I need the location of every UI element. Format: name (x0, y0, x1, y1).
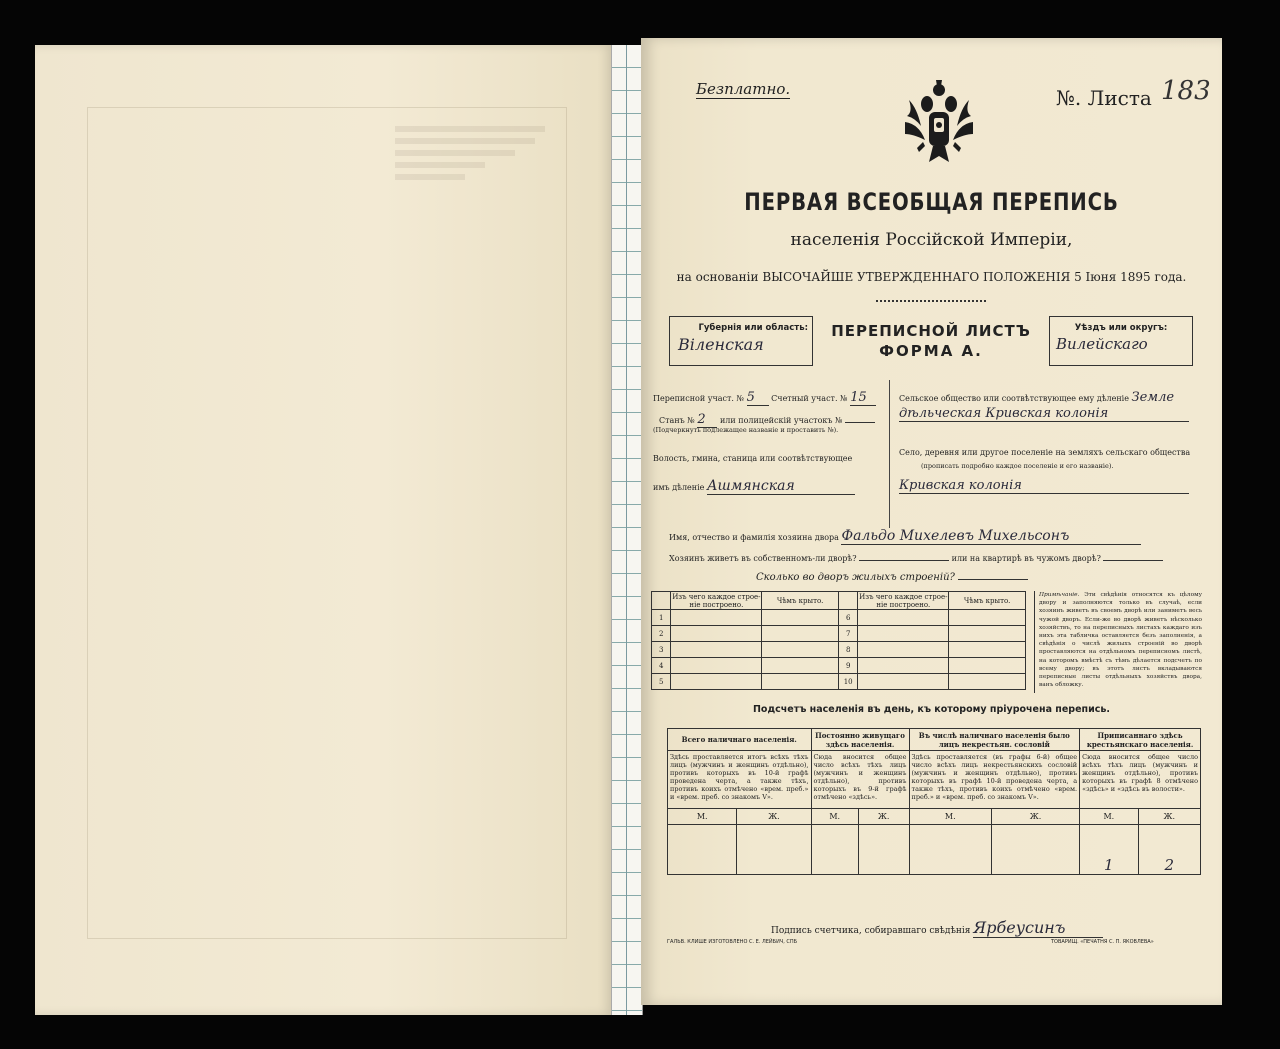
own-yard-row: Хозяинъ живетъ въ собственномъ-ли дворѣ? или на квартирѣ въ чужомъ дворѣ? (669, 554, 1163, 563)
binding-spine (611, 45, 643, 1015)
count-col-desc: Сюда вносится общее число всѣхъ тѣхъ лицъ (мужчинъ и женщинъ отдѣльно), противъ которыхъ въ графѣ 8 отмѣчено «здѣсь» и «здѣсь въ волости». (1080, 751, 1201, 809)
male-label: М. (811, 809, 858, 825)
printer-right: ТОВАРИЩ. «ПЕЧАТНЯ С. П. ЯКОВЛЕВА» (1051, 939, 1154, 945)
census-district-value: 5 (747, 390, 769, 406)
male-label: М. (909, 809, 991, 825)
census-district-row: Переписной участ. № 5 Счетный участ. № 15 (653, 390, 876, 406)
society-row: Сельское общество или соотвѣтствующее ему дѣленіе Земле (899, 390, 1175, 405)
count-value (737, 825, 811, 875)
female-label: Ж. (991, 809, 1079, 825)
buildings-col-material-2: Изъ чего каждое строе-ніе построено. (859, 592, 948, 609)
society-value: Земле (1131, 390, 1175, 405)
buildings-row-number: 5 (652, 674, 671, 690)
buildings-table (651, 591, 1026, 690)
signature-label: Подпись счетчика, собиравшаго свѣдѣнія (771, 926, 971, 936)
counting-district-value: 15 (850, 390, 876, 406)
form-subtitle: населенія Россійской Имперіи, (790, 230, 1073, 250)
note-text: Эти свѣдѣнія относятся къ цѣлому двору и заполняются только въ случаѣ, если хозяинъ живетъ въ своемъ дворѣ или заниметъ весь чужой дворъ. Если-же во дворѣ живетъ нѣсколько хозяйствъ, то на переписныхъ листахъ каждаго изъ нихъ эта табличка оставляется безъ заполненія, а свѣдѣнія о числѣ жилыхъ строеній во дворѣ проставляются на отдѣльномъ переписномъ листѣ, на которомъ вмѣстѣ съ тѣмъ дѣлается подсчетъ по всему двору; въ этотъ листъ вкладываются переписные листы отдѣльныхъ хозяйствъ двора, ванъ обложку. (1039, 592, 1202, 689)
printer-left: ГАЛЬВ. КЛИШЕ ИЗГОТОВЛЕНО С. Е. ЛЕЙБИЧ, СПБ (667, 939, 798, 945)
count-value (909, 825, 991, 875)
count-col-desc: Здѣсь проставляется итогъ всѣхъ тѣхъ лицъ (мужчинъ и женщинъ отдѣльно), противъ которыхъ въ 10-й графѣ проведена черта, а также тѣхъ, противъ коихъ отмѣчено «врем. преб.» и «врем. преб. со знакомъ V». (668, 751, 812, 809)
buildings-row-number: 4 (652, 658, 671, 674)
buildings-row-number: 9 (838, 658, 857, 674)
decorative-divider (876, 300, 986, 303)
buildings-col-roof-2: Чѣмъ крыто. (949, 592, 1026, 610)
buildings-row-number: 2 (652, 626, 671, 642)
gubernia-box (669, 316, 813, 366)
uezd-box (1049, 316, 1193, 366)
section-divider (889, 380, 890, 528)
count-col-desc: Сюда вносится общее число всѣхъ тѣхъ лицъ (мужчинъ и женщинъ отдѣльно), противъ которыхъ въ 9-й графѣ отмѣчено «здѣсь». (811, 751, 909, 809)
count-value (858, 825, 909, 875)
owner-name-row: Имя, отчество и фамилія хозяина двора Фальдо Михелевъ Михельсонъ (669, 528, 1141, 545)
buildings-col-roof: Чѣмъ крыто. (762, 592, 839, 610)
form-basis: на основаніи ВЫСОЧАЙШЕ УТВЕРЖДЕННАГО ПОЛОЖЕНІЯ 5 Іюня 1895 года. (676, 270, 1187, 284)
uezd-value: Вилейскаго (1056, 335, 1148, 353)
free-label: Безплатно. (696, 80, 791, 98)
buildings-row: Сколько во дворъ жилыхъ строеній? (756, 572, 1028, 583)
underline-note: (Подчеркнуть подлежащее названіе и проставить №). (653, 426, 839, 434)
population-count-table (667, 728, 1201, 875)
count-col-title: Постоянно живущаго здѣсь населенія. (811, 729, 909, 751)
village-value: Кривская колонія (899, 478, 1189, 494)
village-label: Село, деревня или другое поселеніе на земляхъ сельскаго общества (899, 448, 1191, 457)
left-page-frame (87, 107, 567, 939)
buildings-row-number: 8 (838, 642, 857, 658)
count-col-desc: Здѣсь проставляется (въ графы 6-й) общее число всѣхъ лицъ некрестьянскихъ сословій (мужчинъ и женщинъ отдѣльно), противъ которыхъ въ графѣ 10-й проведена черта, а также тѣхъ, противъ коихъ отмѣчено «врем. преб.» и «врем. преб. со знакомъ V». (909, 751, 1080, 809)
left-page (35, 45, 613, 1015)
count-value (991, 825, 1079, 875)
signature-row (771, 918, 1103, 938)
stan-value: 2 (697, 412, 717, 428)
count-col-title: Въ числѣ наличнаго населенія было лицъ некрестьян. сословій (909, 729, 1080, 751)
gubernia-value: Віленская (678, 335, 764, 354)
male-label: М. (1080, 809, 1138, 825)
double-headed-eagle-icon (903, 78, 975, 170)
female-label: Ж. (1138, 809, 1200, 825)
signature-value: Ярбеусинъ (973, 918, 1103, 938)
form-a-title: ФОРМА А. (879, 342, 983, 360)
female-label: Ж. (858, 809, 909, 825)
count-col-title: Всего наличнаго населенія. (668, 729, 812, 751)
uezd-label: Уѣздъ или округъ: (1074, 323, 1168, 333)
sheet-number-label: №. Листа (1056, 86, 1152, 110)
buildings-row-number: 1 (652, 610, 671, 626)
count-value (668, 825, 737, 875)
note-heading: Примѣчаніе. (1039, 592, 1080, 598)
buildings-row-number: 7 (838, 626, 857, 642)
stan-row: Станъ № 2 или полицейскій участокъ № (659, 412, 875, 428)
volost-value: Ашмянская (707, 478, 855, 495)
sheet-title: ПЕРЕПИСНОЙ ЛИСТЪ (831, 322, 1031, 340)
census-form-page (641, 38, 1222, 1005)
count-value: 1 (1080, 825, 1138, 875)
buildings-row-number: 6 (838, 610, 857, 626)
female-label: Ж. (737, 809, 811, 825)
male-label: М. (668, 809, 737, 825)
society-value-continued: дѣльческая Кривская колонія (899, 406, 1189, 422)
form-main-title: ПЕРВАЯ ВСЕОБЩАЯ ПЕРЕПИСЬ (744, 188, 1119, 216)
count-col-title: Приписаннаго здѣсь крестьянскаго населенія. (1080, 729, 1201, 751)
buildings-col-material: Изъ чего каждое строе-ніе построено. (672, 592, 761, 609)
count-heading: Подсчетъ населенія въ день, къ которому пріурочена перепись. (752, 704, 1111, 715)
sheet-number-value: 183 (1161, 76, 1211, 106)
count-value (811, 825, 858, 875)
volost-label: Волость, гмина, станица или соотвѣтствующее (653, 454, 853, 463)
village-note: (прописать подробно каждое поселеніе и его названіе). (921, 462, 1114, 470)
volost-row: имъ дѣленіе Ашмянская (653, 478, 855, 495)
gubernia-label: Губернія или область: (698, 323, 808, 333)
buildings-row-number: 3 (652, 642, 671, 658)
count-value: 2 (1138, 825, 1200, 875)
note-box (1034, 591, 1202, 693)
buildings-row-number: 10 (838, 674, 857, 690)
header-box (669, 316, 1193, 366)
owner-name-value: Фальдо Михелевъ Михельсонъ (841, 528, 1141, 545)
bleed-through-text (395, 120, 555, 186)
